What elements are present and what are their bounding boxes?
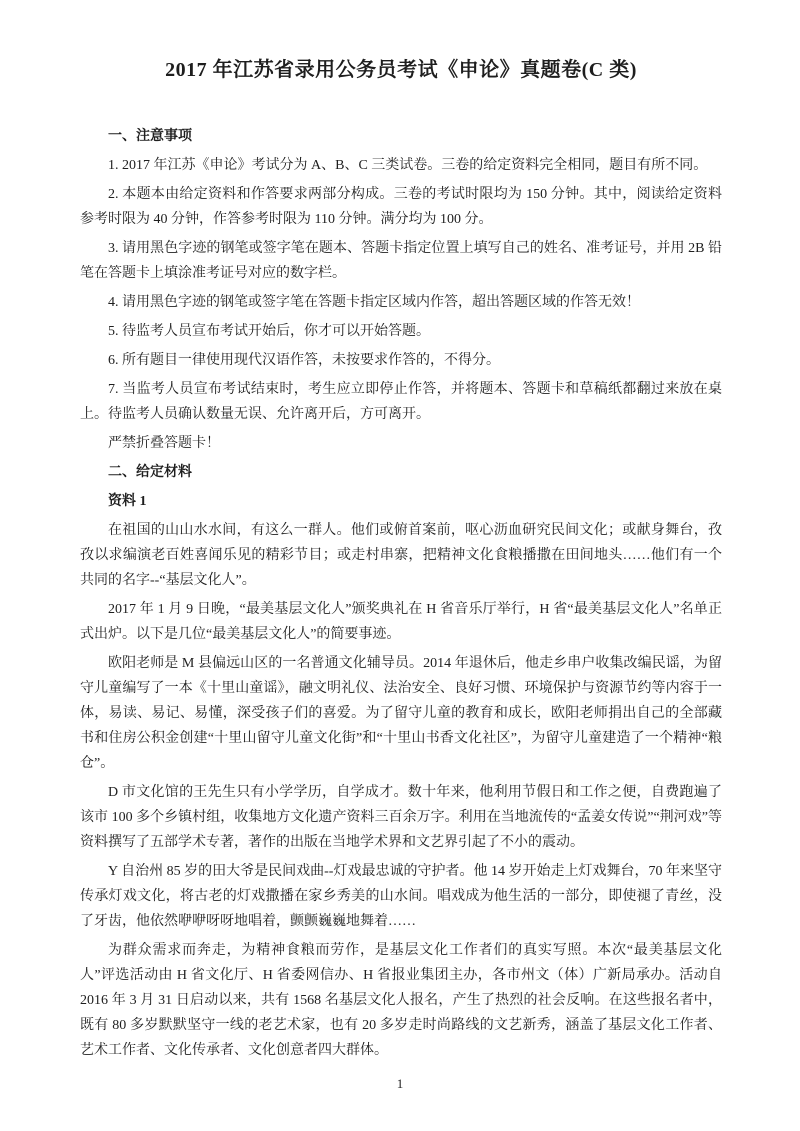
material1-paragraph-2: 2017 年 1 月 9 日晚，“最美基层文化人”颁奖典礼在 H 省音乐厅举行，H 省“最美基层文化人”名单正式出炉。以下是几位“最美基层文化人”的简要事迹。 [80,602,722,642]
notice-item-6: 6. 所有题目一律使用现代汉语作答，未按要求作答的，不得分。 [108,353,500,368]
notice-section [80,124,722,456]
notice-item-4: 4. 请用黑色字迹的钢笔或签字笔在答题卡指定区域内作答，超出答题区域的作答无效！ [108,295,640,310]
notice-item-1: 1. 2017 年江苏《申论》考试分为 A、B、C 三类试卷。三卷的给定资料完全相同，题目有所不同。 [108,158,708,173]
material1-paragraph-4: D 市文化馆的王先生只有小学学历，自学成才。数十年来，他利用节假日和工作之便，自费跑遍了该市 100 多个乡镇村组，收集地方文化遗产资料三百余万字。利用在当地流传的“孟姜女传说”“荆河戏”等资料撰写了五部学术专著，著作的出版在当地学术界和文艺界引起了不小的震动。 [80,785,722,850]
materials-heading: 二、给定材料 [108,465,192,480]
material1-paragraph-5: Y 自治州 85 岁的田大爷是民间戏曲--灯戏最忠诚的守护者。他 14 岁开始走上灯戏舞台，70 年来坚守传承灯戏文化，将古老的灯戏撒播在家乡秀美的山水间。唱戏成为他生活的一部分，即使褪了青丝，没了牙齿，他依然咿咿呀呀地唱着，颤颤巍巍地舞着…… [80,864,722,929]
fold-warning: 严禁折叠答题卡！ [108,436,220,451]
materials-section [80,460,722,1063]
notice-item-7: 7. 当监考人员宣布考试结束时，考生应立即停止作答，并将题本、答题卡和草稿纸都翻过来放在桌上。待监考人员确认数量无误、允许离开后，方可离开。 [80,382,722,422]
notice-item-3: 3. 请用黑色字迹的钢笔或签字笔在题本、答题卡指定位置上填写自己的姓名、准考证号，并用 2B 铅笔在答题卡上填涂准考证号对应的数字栏。 [80,241,722,281]
material1-paragraph-6: 为群众需求而奔走，为精神食粮而劳作，是基层文化工作者们的真实写照。本次“最美基层文化人”评选活动由 H 省文化厅、H 省委网信办、H 省报业集团主办，各市州文（体）广新局承办。活动自 2016 年 3 月 31 日启动以来，共有 1568 名基层文化人报名，产生了热烈的社会反响。在这些报名者中，既有 80 多岁默默坚守一线的老艺术家，也有 20 多岁走时尚路线的文艺新秀，涵盖了基层文化工作者、艺术工作者、文化传承者、文化创意者四大群体。 [80,943,722,1058]
page-title: 2017 年江苏省录用公务员考试《申论》真题卷(C 类) [165,59,637,81]
page-number: 1 [396,1076,404,1091]
notice-item-2: 2. 本题本由给定资料和作答要求两部分构成。三卷的考试时限均为 150 分钟。其中，阅读给定资料参考时限为 40 分钟，作答参考时限为 110 分钟。满分均为 100 分。 [80,187,722,227]
notice-item-5: 5. 待监考人员宣布考试开始后，你才可以开始答题。 [108,324,430,339]
material1-paragraph-1: 在祖国的山山水水间，有这么一群人。他们或俯首案前，呕心沥血研究民间文化；或献身舞台，孜孜以求编演老百姓喜闻乐见的精彩节目；或走村串寨，把精神文化食粮播撒在田间地头……他们有一个共同的名字--“基层文化人”。 [80,523,722,588]
notice-heading: 一、注意事项 [108,129,192,144]
material1-heading: 资料 1 [108,494,147,509]
material1-paragraph-3: 欧阳老师是 M 县偏远山区的一名普通文化辅导员。2014 年退休后，他走乡串户收集改编民谣，为留守儿童编写了一本《十里山童谣》，融文明礼仪、法治安全、良好习惯、环境保护与资源节约等内容于一体，易读、易记、易懂，深受孩子们的喜爱。为了留守儿童的教育和成长，欧阳老师捐出自己的全部藏书和住房公积金创建“十里山留守儿童文化街”和“十里山书香文化社区”，为留守儿童建造了一个精神“粮仓”。 [80,656,722,771]
